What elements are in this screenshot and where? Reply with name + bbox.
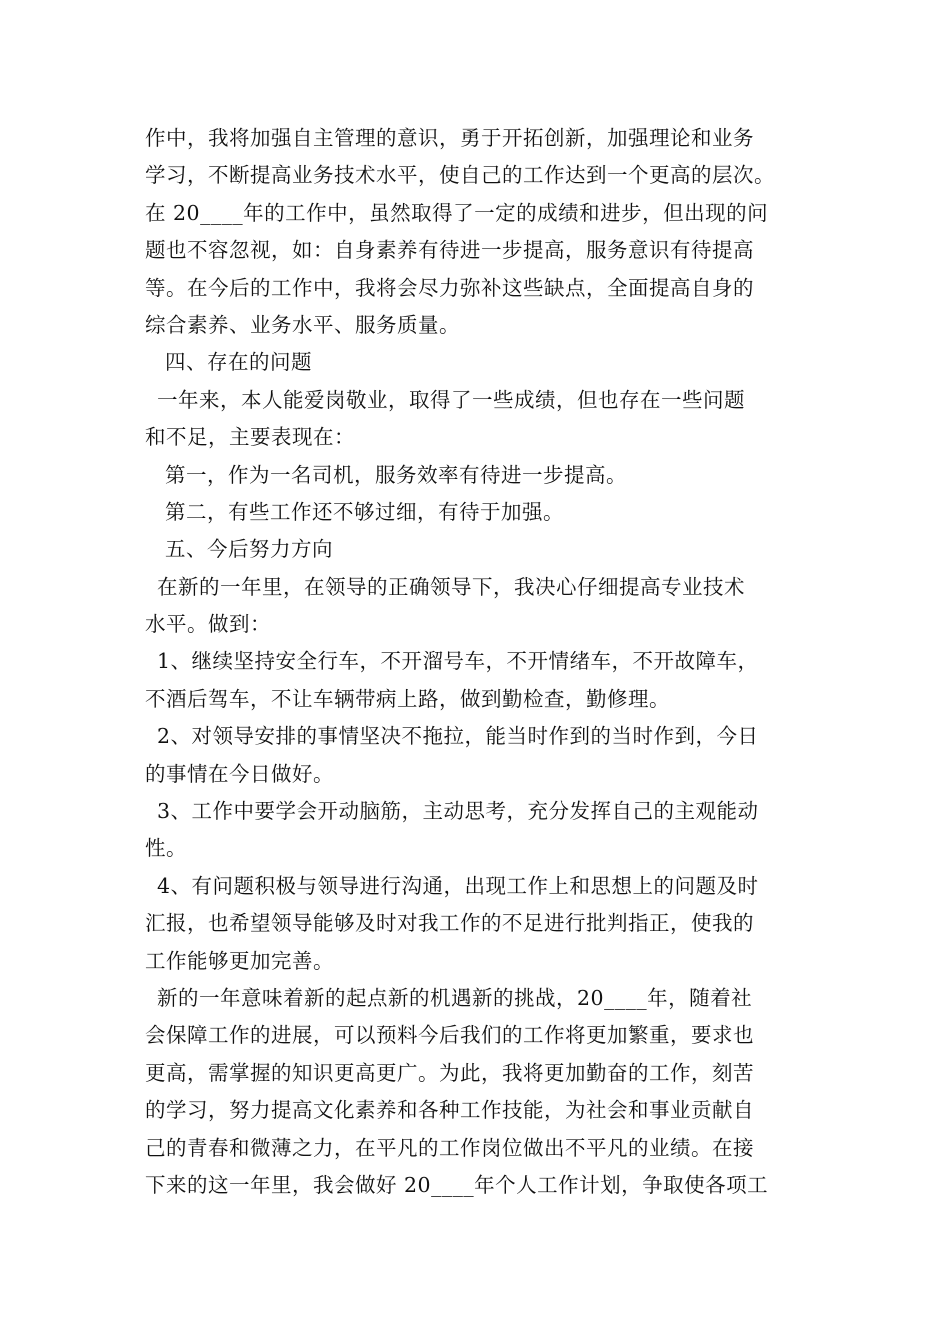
text-line-29: 下来的这一年里，我会做好 20____年个人工作计划，争取使各项工 — [145, 1172, 769, 1197]
list-item-2: 2、对领导安排的事情坚决不拖拉，能当时作到的当时作到，今日 — [157, 724, 759, 749]
text-line-8: 一年来，本人能爱岗敬业，取得了一些成绩，但也存在一些问题 — [157, 387, 745, 412]
text-line-22: 汇报，也希望领导能够及时对我工作的不足进行批判指正，使我的 — [145, 911, 754, 936]
text-line-9: 和不足，主要表现在： — [145, 425, 355, 450]
list-item-4: 4、有问题积极与领导进行沟通，出现工作上和思想上的问题及时 — [157, 873, 759, 898]
text-line-16: 不酒后驾车，不让车辆带病上路，做到勤检查，勤修理。 — [145, 686, 670, 711]
text-line-28: 己的青春和微薄之力，在平凡的工作岗位做出不平凡的业绩。在接 — [145, 1135, 754, 1160]
document-body — [145, 120, 825, 1204]
text-line-24: 新的一年意味着新的起点新的机遇新的挑战，20____年，随着社 — [157, 985, 753, 1010]
text-line-18: 的事情在今日做好。 — [145, 761, 334, 786]
list-item-second: 第二，有些工作还不够过细，有待于加强。 — [165, 499, 564, 524]
text-line-1: 作中，我将加强自主管理的意识，勇于开拓创新，加强理论和业务 — [145, 126, 754, 150]
text-line-23: 工作能够更加完善。 — [145, 948, 334, 973]
text-line-26: 更高，需掌握的知识更高更广。为此，我将更加勤奋的工作，刻苦 — [145, 1060, 754, 1085]
text-line-2: 学习，不断提高业务技术水平，使自己的工作达到一个更高的层次。 — [145, 163, 775, 188]
text-line-5: 等。在今后的工作中，我将会尽力弥补这些缺点，全面提高自身的 — [145, 275, 754, 300]
list-item-3: 3、工作中要学会开动脑筋，主动思考，充分发挥自己的主观能动 — [157, 799, 759, 824]
text-line-4: 题也不容忽视，如：自身素养有待进一步提高，服务意识有待提高 — [145, 238, 754, 263]
text-line-25: 会保障工作的进展，可以预料今后我们的工作将更加繁重，要求也 — [145, 1023, 754, 1048]
text-line-6: 综合素养、业务水平、服务质量。 — [145, 312, 460, 337]
text-line-14: 水平。做到： — [145, 612, 271, 637]
text-line-20: 性。 — [145, 836, 187, 861]
list-item-first: 第一，作为一名司机，服务效率有待进一步提高。 — [165, 462, 627, 487]
text-line-13: 在新的一年里，在领导的正确领导下，我决心仔细提高专业技术 — [157, 574, 745, 599]
list-item-1: 1、继续坚持安全行车，不开溜号车，不开情绪车，不开故障车， — [157, 649, 759, 674]
section-heading-problems: 四、存在的问题 — [165, 350, 312, 375]
text-line-3: 在 20____年的工作中，虽然取得了一定的成绩和进步，但出现的问 — [145, 200, 769, 225]
section-heading-direction: 五、今后努力方向 — [165, 537, 333, 562]
text-line-27: 的学习，努力提高文化素养和各种工作技能，为社会和事业贡献自 — [145, 1098, 754, 1123]
